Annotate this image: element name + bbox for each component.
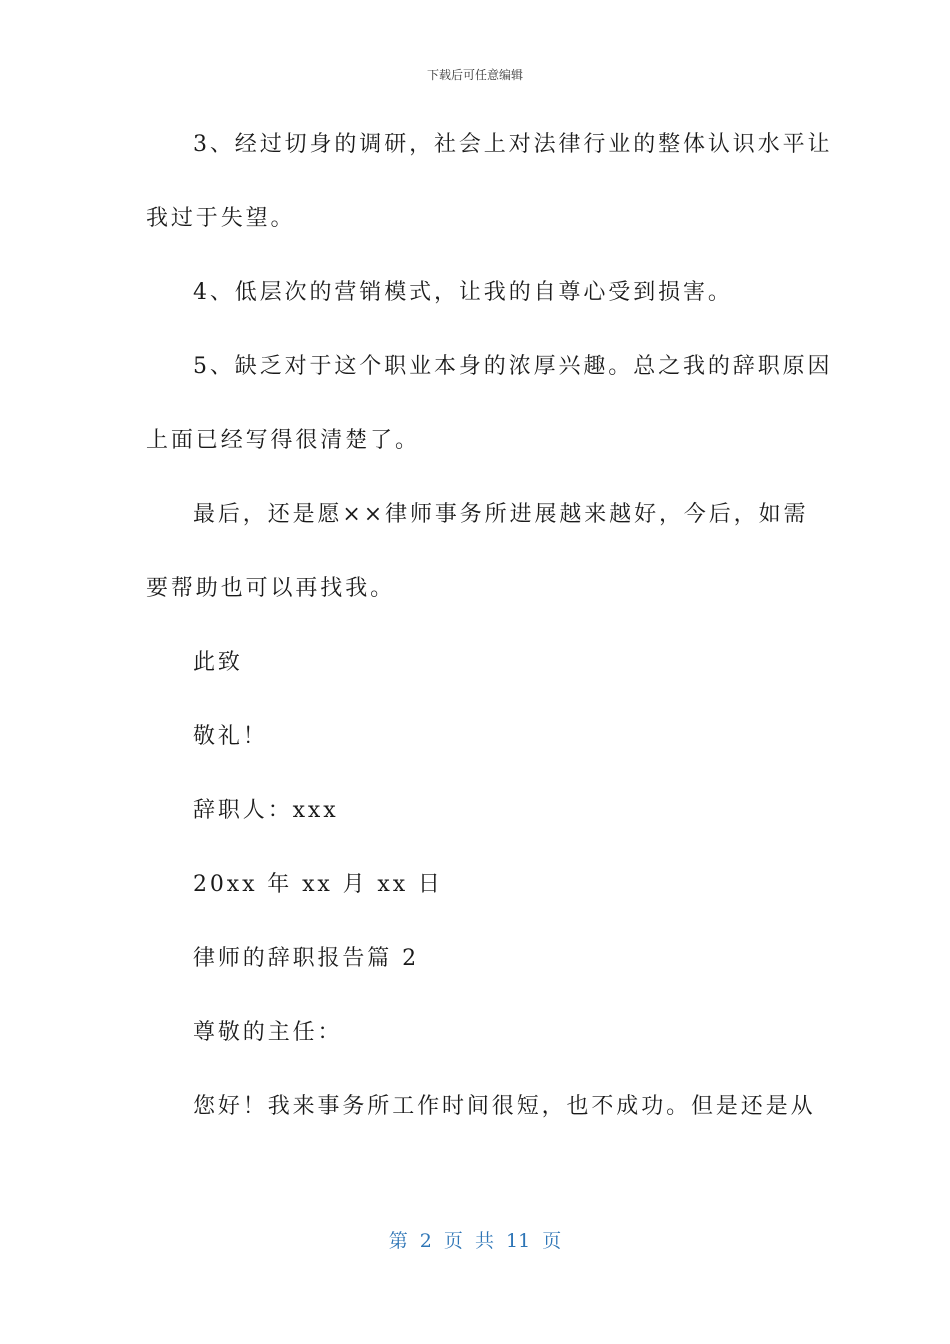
- paragraph-line: 上面已经写得很清楚了。: [146, 428, 420, 453]
- paragraph-line: 要帮助也可以再找我。: [146, 576, 396, 601]
- greeting-line: 尊敬的主任：: [193, 1020, 343, 1045]
- paragraph-line: 最后，还是愿××律师事务所进展越来越好，今后，如需: [193, 502, 809, 527]
- paragraph-line: 我过于失望。: [146, 206, 296, 231]
- closing-regards: 敬礼！: [193, 724, 268, 749]
- date-line: 20xx 年 xx 月 xx 日: [193, 872, 443, 897]
- paragraph-line: 3、经过切身的调研，社会上对法律行业的整体认识水平让: [193, 132, 833, 157]
- section-title: 律师的辞职报告篇 2: [193, 946, 419, 971]
- paragraph-line: 4、低层次的营销模式，让我的自尊心受到损害。: [193, 280, 733, 305]
- paragraph-line: 您好！我来事务所工作时间很短，也不成功。但是还是从: [193, 1094, 816, 1119]
- paragraph-line: 5、缺乏对于这个职业本身的浓厚兴趣。总之我的辞职原因: [193, 354, 833, 379]
- page-number-footer: 第 2 页 共 11 页: [388, 1230, 562, 1252]
- header-note: 下载后可任意编辑: [426, 68, 523, 82]
- signature-line: 辞职人：xxx: [193, 798, 339, 823]
- closing-salutation: 此致: [193, 650, 243, 675]
- document-body: [146, 126, 833, 1162]
